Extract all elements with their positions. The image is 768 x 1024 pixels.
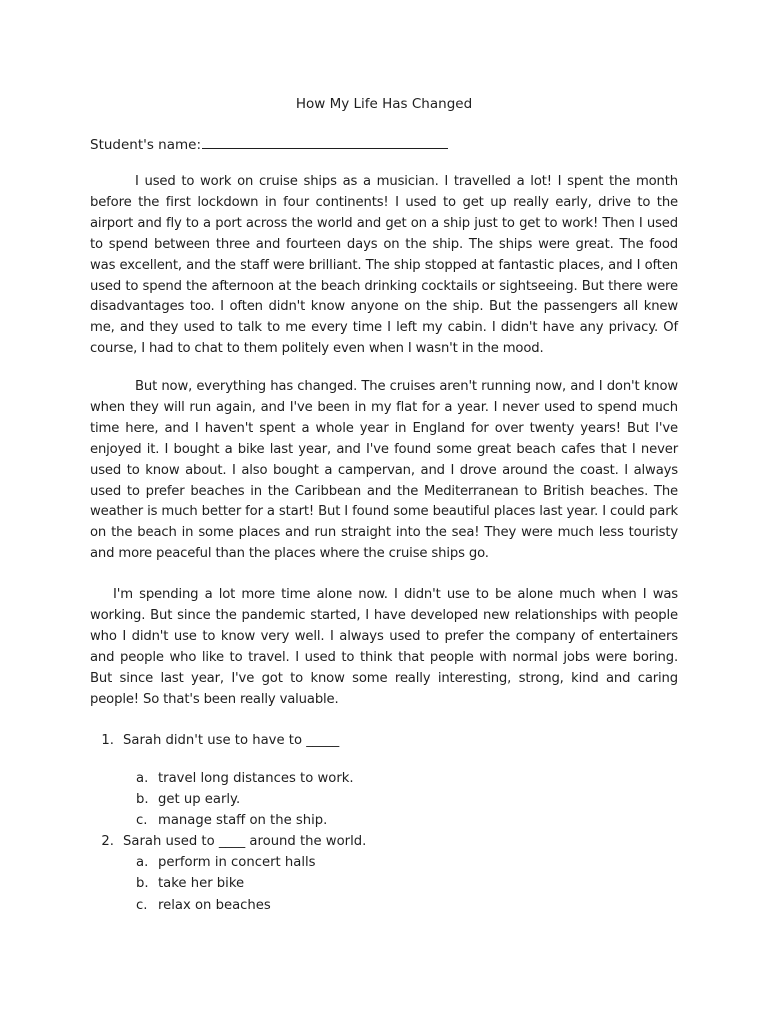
option-text: perform in concert halls — [158, 855, 316, 870]
option-letter: c. — [136, 813, 148, 828]
option-text: manage staff on the ship. — [158, 813, 328, 828]
option-text: take her bike — [158, 876, 245, 891]
question-number: 1. — [101, 733, 114, 748]
option-text: relax on beaches — [158, 898, 271, 913]
question-2-option-b — [136, 874, 244, 894]
question-2-option-c — [136, 896, 271, 916]
question-1-option-c — [136, 811, 327, 831]
student-name-row — [90, 134, 448, 155]
page-title: How My Life Has Changed — [295, 96, 473, 112]
option-text: get up early. — [158, 792, 241, 807]
question-text: Sarah didn't use to have to _____ — [123, 733, 340, 748]
option-letter: b. — [136, 876, 149, 891]
paragraph-3: I'm spending a lot more time alone now. I didn't use to be alone much when I was working. But since the pandemic started, I have developed new relationships with people who I didn't use to know very well. I always used to prefer the company of entertainers and people who like to travel. I used to think that people with normal jobs were boring. But since last year, I've got to know some really interesting, strong, kind and caring people! So that's been really valuable. — [90, 587, 678, 707]
option-letter: a. — [136, 855, 149, 870]
question-number: 2. — [101, 834, 114, 849]
paragraph-1: I used to work on cruise ships as a musician. I travelled a lot! I spent the month before the first lockdown in four continents! I used to get up really early, drive to the airport and fly to a port across the world and get on a ship just to get to work! Then I used to spend between three and fourteen days on the ship. The ships were great. The food was excellent, and the staff were brilliant. The ship stopped at fantastic places, and I often used to spend the afternoon at the beach drinking cocktails or sightseeing. But there were disadvantages too. I often didn't know anyone on the ship. But the passengers all knew me, and they used to talk to me every time I left my cabin. I didn't have any privacy. Of course, I had to chat to them politely even when I wasn't in the mood. — [90, 174, 678, 357]
question-1-option-a — [136, 769, 354, 789]
question-1 — [90, 731, 339, 751]
student-name-blank — [202, 134, 448, 149]
option-letter: a. — [136, 771, 149, 786]
option-text: travel long distances to work. — [158, 771, 354, 786]
question-2 — [90, 832, 366, 852]
question-1-option-b — [136, 790, 240, 810]
option-letter: c. — [136, 898, 148, 913]
question-text: Sarah used to ____ around the world. — [123, 834, 367, 849]
paragraph-2: But now, everything has changed. The cruises aren't running now, and I don't know when they will run again, and I've been in my flat for a year. I never used to spend much time here, and I haven't spent a whole year in England for over twenty years! But I've enjoyed it. I bought a bike last year, and I've found some great beach cafes that I never used to know about. I also bought a campervan, and I drove around the coast. I always used to prefer beaches in the Caribbean and the Mediterranean to British beaches. The weather is much better for a start! But I found some beautiful places last year. I could park on the beach in some places and run straight into the sea! They were much less touristy and more peaceful than the places where the cruise ships go. — [90, 379, 678, 562]
student-name-label: Student's name: — [90, 137, 202, 153]
question-2-option-a — [136, 853, 316, 873]
option-letter: b. — [136, 792, 149, 807]
